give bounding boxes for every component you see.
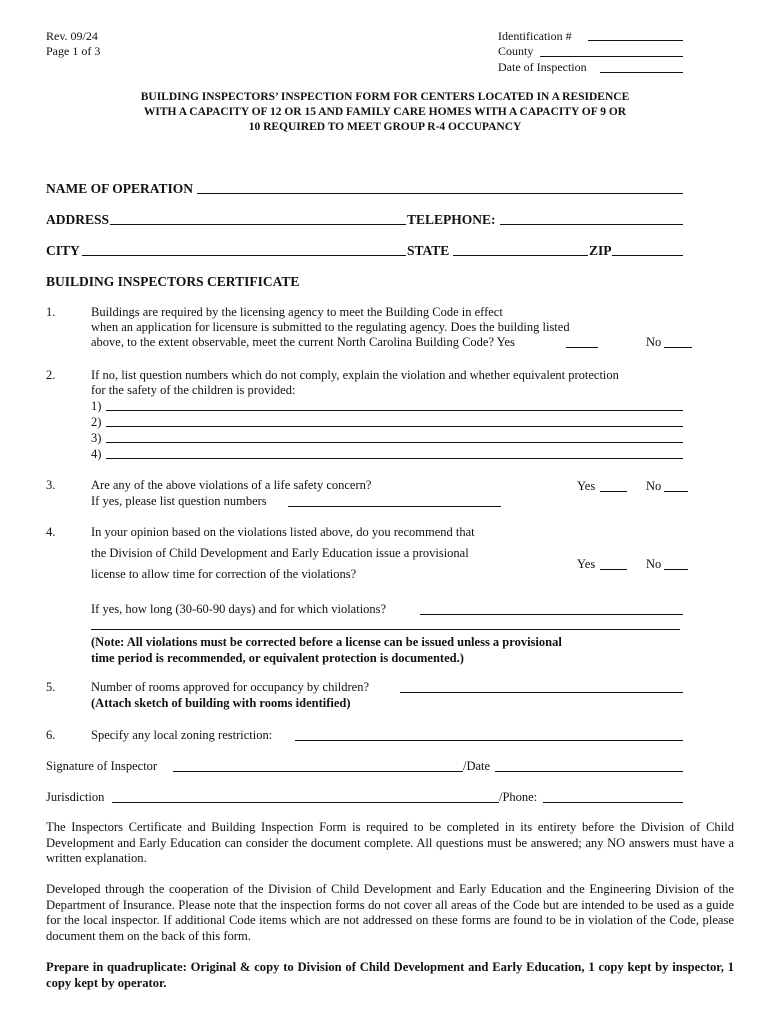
question-6-number: 6. bbox=[46, 728, 56, 742]
question-1-line-1: Buildings are required by the licensing agency to meet the Building Code in effect bbox=[91, 305, 503, 319]
date-of-inspection-label: Date of Inspection bbox=[498, 60, 587, 74]
section-title: BUILDING INSPECTORS CERTIFICATE bbox=[46, 274, 300, 289]
zip-field[interactable] bbox=[612, 255, 683, 256]
question-2-item-1-label: 1) bbox=[91, 399, 102, 413]
city-label: CITY bbox=[46, 243, 80, 258]
phone-field[interactable] bbox=[543, 802, 683, 803]
question-3-no-label: No bbox=[646, 479, 662, 493]
question-4-how-long-field[interactable] bbox=[420, 614, 683, 615]
question-2-item-3-label: 3) bbox=[91, 431, 102, 445]
question-1-no-field[interactable] bbox=[664, 347, 692, 348]
state-label: STATE bbox=[407, 243, 450, 258]
question-4-yes-field[interactable] bbox=[600, 569, 627, 570]
form-title: BUILDING INSPECTORS’ INSPECTION FORM FOR CENTERS LOCATED IN A RESIDENCE WITH A CAPACITY OF 12 OR 15 AND FAMILY CARE HOMES WITH A CAPACITY OF 9 OR 10 REQUIRED TO MEET GROUP R-4 OCCUPANCY bbox=[140, 91, 630, 133]
question-2-number: 2. bbox=[46, 368, 56, 382]
address-field[interactable] bbox=[110, 224, 406, 225]
identification-field[interactable] bbox=[588, 40, 683, 41]
question-1-line-3: above, to the extent observable, meet the current North Carolina Building Code? Yes bbox=[91, 335, 515, 349]
date-of-inspection-field[interactable] bbox=[600, 72, 683, 73]
question-1-number: 1. bbox=[46, 305, 56, 319]
address-label: ADDRESS bbox=[46, 212, 110, 227]
question-3-line-2: If yes, please list question numbers bbox=[91, 494, 267, 508]
signature-date-label: /Date bbox=[463, 759, 491, 773]
state-field[interactable] bbox=[453, 255, 588, 256]
cooperation-paragraph: Developed through the cooperation of the Division of Child Development and Early Education and the Engineering Division of the Department of Insurance. Please note that the inspection forms do not cover all areas of the Code but are intended to be used as a guide for the local inspector. If additional Code items which are not addressed on these forms are found to be in violation of the Code, please document them on the back of this form. bbox=[46, 882, 734, 943]
telephone-label: TELEPHONE: bbox=[407, 212, 496, 227]
question-2-line-1: If no, list question numbers which do not comply, explain the violation and whether equivalent protection bbox=[91, 368, 619, 382]
jurisdiction-label: Jurisdiction bbox=[46, 790, 105, 804]
question-4-line-3: license to allow time for correction of the violations? bbox=[91, 567, 357, 581]
question-1-yes-field[interactable] bbox=[566, 347, 598, 348]
question-5-line-1: Number of rooms approved for occupancy by children? bbox=[91, 680, 370, 694]
zip-label: ZIP bbox=[589, 243, 612, 258]
revision-label: Rev. 09/24 bbox=[46, 29, 98, 43]
question-2-item-2-field[interactable] bbox=[106, 426, 683, 427]
question-4-number: 4. bbox=[46, 525, 56, 539]
question-5-rooms-field[interactable] bbox=[400, 692, 683, 693]
name-of-operation-field[interactable] bbox=[197, 193, 683, 194]
question-4-violations-field[interactable] bbox=[91, 629, 680, 630]
question-3-yes-label: Yes bbox=[577, 479, 596, 493]
question-4-note-line-2: time period is recommended, or equivalent protection is documented.) bbox=[91, 651, 464, 665]
telephone-field[interactable] bbox=[500, 224, 683, 225]
question-4-no-label: No bbox=[646, 557, 662, 571]
question-3-numbers-field[interactable] bbox=[288, 506, 501, 507]
page-number: Page 1 of 3 bbox=[46, 44, 101, 58]
county-label: County bbox=[498, 44, 534, 58]
question-4-yes-label: Yes bbox=[577, 557, 596, 571]
question-4-how-long: If yes, how long (30-60-90 days) and for which violations? bbox=[91, 602, 387, 616]
question-1-no-label: No bbox=[646, 335, 662, 349]
question-4-line-2: the Division of Child Development and Early Education issue a provisional bbox=[91, 546, 469, 560]
question-4-note-line-1: (Note: All violations must be corrected before a license can be issued unless a provisional bbox=[91, 635, 562, 649]
question-4-line-1: In your opinion based on the violations listed above, do you recommend that bbox=[91, 525, 475, 539]
question-3-number: 3. bbox=[46, 478, 56, 492]
signature-date-field[interactable] bbox=[495, 771, 683, 772]
jurisdiction-field[interactable] bbox=[112, 802, 499, 803]
phone-label: /Phone: bbox=[499, 790, 538, 804]
identification-label: Identification # bbox=[498, 29, 572, 43]
quadruplicate-instructions: Prepare in quadruplicate: Original & copy to Division of Child Development and Early Education, 1 copy kept by inspector, 1 copy kept by operator. bbox=[46, 960, 734, 990]
question-2-item-4-field[interactable] bbox=[106, 458, 683, 459]
question-4-no-field[interactable] bbox=[664, 569, 688, 570]
question-2-item-4-label: 4) bbox=[91, 447, 102, 461]
city-field[interactable] bbox=[82, 255, 406, 256]
question-5-number: 5. bbox=[46, 680, 56, 694]
signature-field[interactable] bbox=[173, 771, 463, 772]
question-2-item-2-label: 2) bbox=[91, 415, 102, 429]
question-2-item-1-field[interactable] bbox=[106, 410, 683, 411]
completion-paragraph: The Inspectors Certificate and Building Inspection Form is required to be completed in its entirety before the Division of Child Development and Early Education can consider the document complete. All questions must be answered; any NO answers must have a written explanation. bbox=[46, 820, 734, 865]
question-6-line-1: Specify any local zoning restriction: bbox=[91, 728, 273, 742]
question-3-line-1: Are any of the above violations of a life safety concern? bbox=[91, 478, 372, 492]
name-of-operation-label: NAME OF OPERATION bbox=[46, 181, 193, 196]
question-2-item-3-field[interactable] bbox=[106, 442, 683, 443]
zoning-restriction-field[interactable] bbox=[295, 740, 683, 741]
question-2-line-2: for the safety of the children is provided: bbox=[91, 383, 296, 397]
question-3-no-field[interactable] bbox=[664, 491, 688, 492]
question-1-line-2: when an application for licensure is submitted to the regulating agency. Does the building listed bbox=[91, 320, 570, 334]
county-field[interactable] bbox=[540, 56, 683, 57]
question-3-yes-field[interactable] bbox=[600, 491, 627, 492]
signature-label: Signature of Inspector bbox=[46, 759, 158, 773]
question-5-line-2: (Attach sketch of building with rooms identified) bbox=[91, 696, 351, 710]
